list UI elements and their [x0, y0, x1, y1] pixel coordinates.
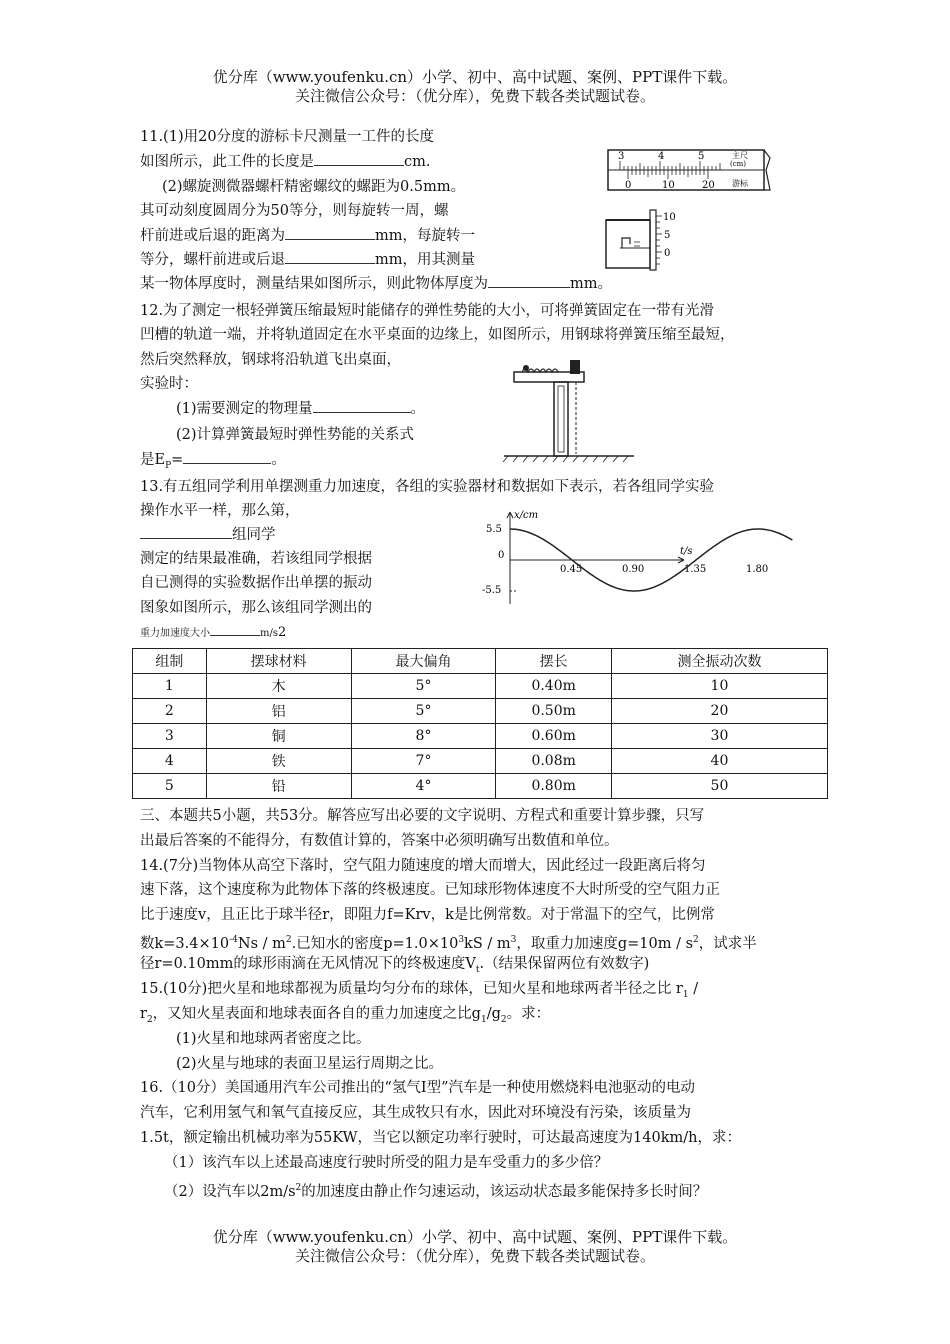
main-scale-unit: (cm) — [730, 160, 747, 168]
q14-line-5: 径r=0.10mm的球形雨滴在无风情况下的终极速度$V_t$.（结果保留两位有效数字) — [140, 956, 650, 975]
micrometer-figure — [600, 206, 680, 272]
answer-blank[interactable] — [285, 249, 375, 264]
answer-blank[interactable] — [285, 225, 375, 240]
header-cell: 摆球材料 — [206, 649, 351, 674]
table-cell: 铜 — [206, 724, 351, 749]
q13-line-3: 组同学 — [140, 524, 276, 546]
q11-line-6: 等分，螺杆前进或后退 mm，用其测量 — [140, 249, 475, 271]
section3-line-2: 出最后答案的不能得分，有数值计算的，答案中必须明确写出数值和单位。 — [140, 833, 619, 849]
table-cell: 5° — [351, 674, 496, 699]
y-tick-label: 0 — [498, 550, 505, 561]
table-cell: 30 — [611, 724, 827, 749]
table-cell: 1 — [133, 674, 207, 699]
table-cell: 3 — [133, 724, 207, 749]
table-cell: 20 — [611, 699, 827, 724]
y-tick-label: 5.5 — [486, 524, 502, 535]
q15-line-3: (1)火星和地球两者密度之比。 — [176, 1031, 371, 1047]
main-scale-label-4: 4 — [658, 151, 665, 162]
answer-blank[interactable] — [488, 273, 570, 288]
q11-line-1: 11.(1)用20分度的游标卡尺测量一工件的长度 — [140, 129, 435, 145]
table-header-row — [133, 649, 828, 674]
q16-line-2: 汽车，它利用氢气和氧气直接反应，其生成牧只有水，因此对环境没有污染，该质量为 — [140, 1105, 691, 1121]
table-cell: 7° — [351, 749, 496, 774]
q12-line-1: 12.为了测定一根轻弹簧压缩最短时能储存的弹性势能的大小，可将弹簧固定在一带有光滑 — [140, 303, 715, 319]
table-cell: 铝 — [206, 699, 351, 724]
vernier-label-10: 10 — [662, 180, 675, 191]
q16-line-5: （2）设汽车以$2m/s^2$的加速度由静止作匀速运动，该运动状态最多能保持多长时间？ — [164, 1183, 708, 1200]
q11-line-4: 其可动刻度圆周分为50等分，则每旋转一周，螺 — [140, 203, 449, 219]
table-row — [133, 724, 828, 749]
q16-line-3: 1.5t，额定输出机械功率为55KW，当它以额定功率行驶时，可达最高速度为140km/h，求： — [140, 1130, 741, 1146]
q12-line-4: 实验时： — [140, 376, 198, 392]
main-scale-name: 主尺 — [732, 151, 748, 160]
micrometer-label-5: 5 — [664, 230, 671, 241]
table-cell: 40 — [611, 749, 827, 774]
q13-line-4: 测定的结果最准确，若该组同学根据 — [140, 551, 372, 567]
main-scale-label-5: 5 — [698, 151, 705, 162]
q11-line-5: 杆前进或后退的距离为 mm，每旋转一 — [140, 225, 475, 247]
q12-line-3: 然后突然释放，钢球将沿轨道飞出桌面， — [140, 352, 401, 368]
q15-line-1: 15.(10分)把火星和地球都视为质量均匀分布的球体，已知火星和地球两者半径之比 $r_1$ / — [140, 981, 699, 1000]
x-tick-label: 1.35 — [684, 564, 707, 575]
x-axis-label: t/s — [680, 546, 693, 557]
oscillation-chart — [480, 508, 769, 608]
table-cell: 铅 — [206, 774, 351, 799]
table-cell: 0.50m — [496, 699, 612, 724]
q13-line-1: 13.有五组同学利用单摆测重力加速度，各组的实验器材和数据如下表示，若各组同学实验 — [140, 479, 715, 495]
q13-line-6: 图象如图所示，那么该组同学测出的 — [140, 600, 372, 616]
table-cell: 5° — [351, 699, 496, 724]
header-line-1: 优分库（www.youfenku.cn）小学、初中、高中试题、案例、PPT课件下载。 — [212, 68, 738, 86]
q12-line-6: (2)计算弹簧最短时弹性势能的关系式 — [176, 427, 415, 443]
answer-blank[interactable] — [140, 524, 232, 539]
x-tick-label: 0.90 — [622, 564, 645, 575]
answer-blank[interactable] — [183, 449, 271, 464]
q16-line-4: （1）该汽车以上述最高速度行驶时所受的阻力是车受重力的多少倍？ — [164, 1155, 609, 1171]
q12-line-5: (1)需要测定的物理量 。 — [176, 398, 425, 420]
table-cell: 2 — [133, 699, 207, 724]
micrometer-label-0: 0 — [664, 248, 671, 259]
q14-line-2: 速下落，这个速度称为此物体下落的终极速度。已知球形物体速度不大时所受的空气阻力正 — [140, 882, 720, 898]
header-line-2: 关注微信公众号：（优分库），免费下载各类试题试卷。 — [294, 87, 655, 105]
table-row — [133, 699, 828, 724]
y-tick-label: -5.5 — [482, 585, 502, 596]
footer-line-1: 优分库（www.youfenku.cn）小学、初中、高中试题、案例、PPT课件下载。 — [212, 1228, 738, 1246]
header-cell: 最大偏角 — [351, 649, 496, 674]
q16-line-1: 16.（10分）美国通用汽车公司推出的“氢气Ⅰ型”汽车是一种使用燃烧料电池驱动的电动 — [140, 1080, 696, 1096]
table-cell: 5 — [133, 774, 207, 799]
q15-line-4: (2)火星与地球的表面卫星运行周期之比。 — [176, 1056, 444, 1072]
q11-line-3: (2)螺旋测微器螺杆精密螺纹的螺距为0.5mm。 — [162, 179, 466, 195]
vernier-scale-name: 游标 — [732, 179, 748, 188]
q12-line-7: 是$E_P=$ 。 — [140, 449, 286, 477]
q14-line-4: 数$k=3.4\times 10^{-4}Ns / m^2$.已知水的密度$p=1.0\times 10^3kS / m^3$，取重力加速度$g=10m / s^2$，试求半 — [140, 935, 757, 952]
table-cell: 4° — [351, 774, 496, 799]
q15-line-2: $r_2$，又知火星表面和地球表面各自的重力加速度之比$g_1/g_2$。求： — [140, 1006, 551, 1025]
q11-line-7: 某一物体厚度时，测量结果如图所示，则此物体厚度为 mm。 — [140, 273, 612, 295]
vernier-caliper-figure — [606, 144, 772, 194]
x-tick-label: 1.80 — [746, 564, 769, 575]
header-cell: 测全振动次数 — [611, 649, 827, 674]
micrometer-label-10: 10 — [663, 212, 676, 223]
table-cell: 50 — [611, 774, 827, 799]
vernier-label-20: 20 — [702, 180, 715, 191]
table-row — [133, 774, 828, 799]
x-tick-label: 0.45 — [560, 564, 583, 575]
table-row — [133, 749, 828, 774]
spring-track-figure — [500, 356, 640, 466]
answer-blank[interactable] — [314, 151, 404, 166]
q14-line-1: 14.(7分)当物体从高空下落时，空气阻力随速度的增大而增大，因此经过一段距离后将匀 — [140, 858, 706, 874]
answer-blank[interactable] — [210, 626, 260, 636]
table-cell: 铁 — [206, 749, 351, 774]
q11-line-2: 如图所示，此工件的长度是 cm. — [140, 151, 430, 173]
q13-line-7: 重力加速度大小 m/s2 — [140, 625, 287, 640]
table-cell: 0.80m — [496, 774, 612, 799]
q13-line-2: 操作水平一样，那么第， — [140, 503, 300, 519]
vernier-label-0: 0 — [625, 180, 632, 191]
footer-line-2: 关注微信公众号：（优分库），免费下载各类试题试卷。 — [294, 1247, 655, 1265]
header-cell: 组制 — [133, 649, 207, 674]
table-cell: 0.40m — [496, 674, 612, 699]
q12-line-2: 凹槽的轨道一端，并将轨道固定在水平桌面的边缘上，如图所示，用钢球将弹簧压缩至最短， — [140, 327, 735, 343]
y-axis-label: x/cm — [514, 510, 539, 521]
table-cell: 10 — [611, 674, 827, 699]
q13-line-5: 自已测得的实验数据作出单摆的振动 — [140, 575, 372, 591]
pendulum-data-table — [132, 648, 828, 799]
main-scale-label-3: 3 — [618, 151, 625, 162]
table-cell: 0.08m — [496, 749, 612, 774]
table-cell: 木 — [206, 674, 351, 699]
table-cell: 8° — [351, 724, 496, 749]
table-cell: 4 — [133, 749, 207, 774]
table-cell: 0.60m — [496, 724, 612, 749]
section3-line-1: 三、本题共5小题，共53分。解答应写出必要的文字说明、方程式和重要计算步骤，只写 — [140, 808, 705, 824]
header-cell: 摆长 — [496, 649, 612, 674]
answer-blank[interactable] — [313, 398, 411, 413]
q14-line-3: 比于速度v，且正比于球半径r，即阻力f=Krv，k是比例常数。对于常温下的空气，比例常 — [140, 907, 715, 923]
table-row — [133, 674, 828, 699]
